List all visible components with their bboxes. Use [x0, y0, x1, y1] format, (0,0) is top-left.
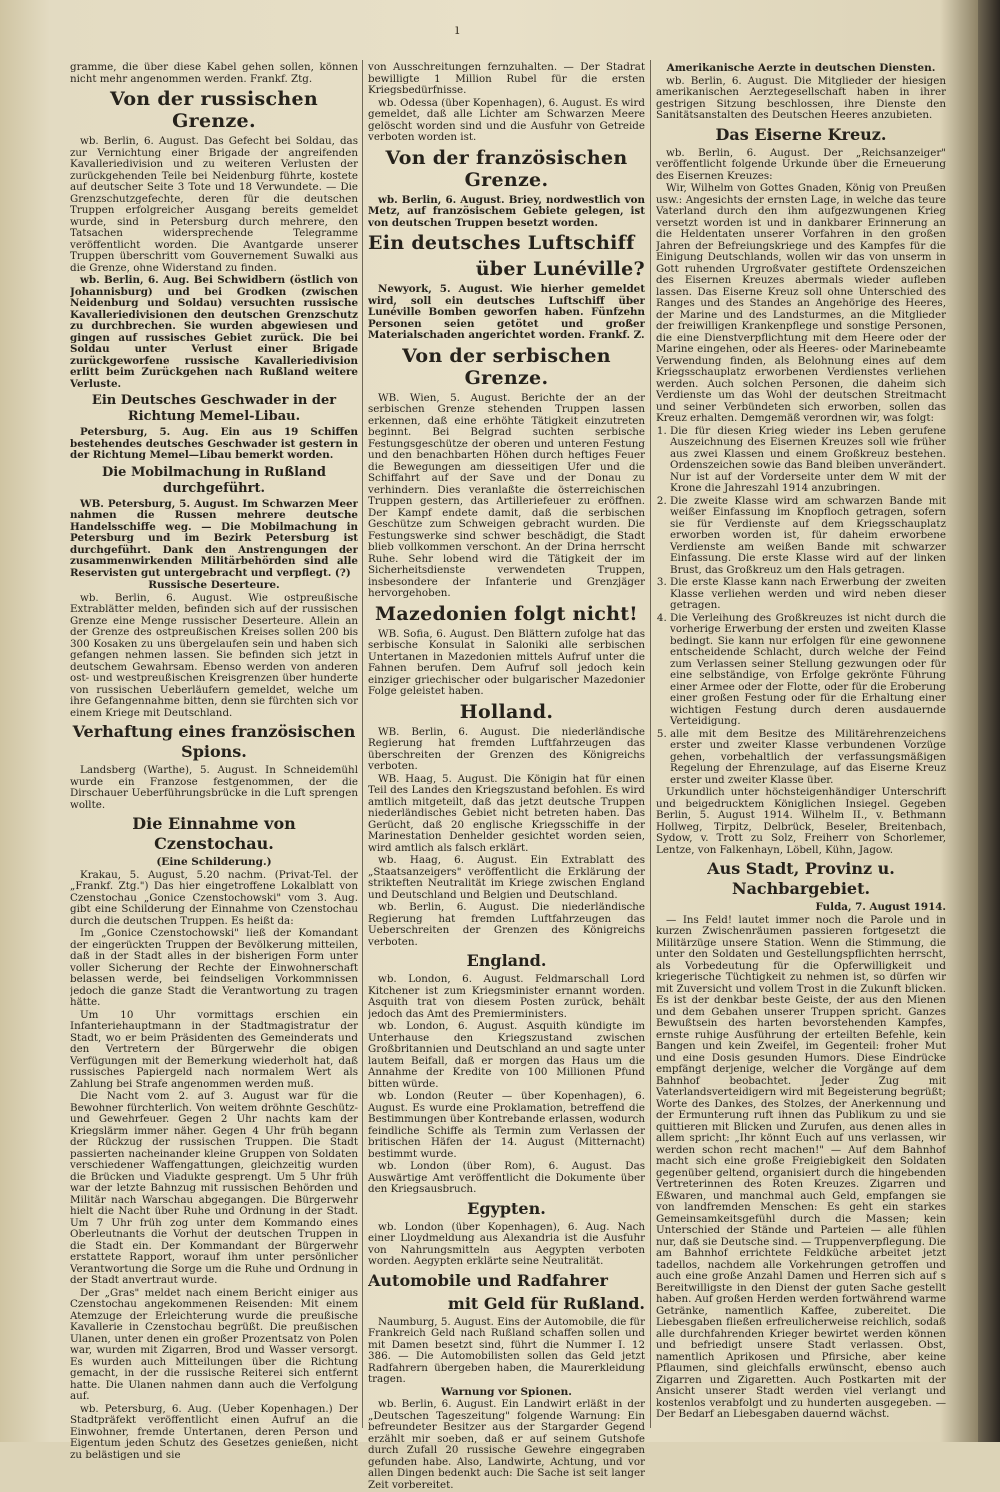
heading-egypt: Egypten. [467, 1198, 546, 1218]
list-item: 5. alle mit dem Besitze des Militärehrenzeichens erster und zweiter Klasse verbundenen Vorzüge gehen, vorbehaltlich der verfassungsmäßigen Regelung der Ehrenzulage, auf das Eiserne Kreuz erster und zweiter Klasse über. [670, 729, 946, 787]
paragraph: wb. London (über Rom), 6. August. Das Auswärtige Amt veröffentlicht die Dokumente über den Kriegsausbruch. [368, 1160, 645, 1195]
paragraph: Um 10 Uhr vormittags erschien ein Infanteriehauptmann in der Stadtmagistratur der Stadt, wo er beim Präsidenten des Gemeinderats und den Vertretern der Bürgerwehr die obigen Verfügungen mit der Bemerkung wiederholt hat, daß russisches Papiergeld nach normalem Wert als Zahlung bei Strafe angenommen werden muß. [70, 1008, 358, 1090]
paragraph: wb. Berlin, 6. August. Das Gefecht bei Soldau, das zur Vernichtung einer Brigade der angreifenden Kavalleriedivision und zu weiteren Verlusten der zurückgehenden Teile bei Neidenburg führte, kostete auf deutscher Seite 3 Tote und 18 Verwundete. — Die Grenzschutzgefechte, deren für die deutschen Truppen erfolgreicher Ausgang bereits gemeldet wurde, sind in Petersburg durch mehrere, den Tatsachen widersprechende Telegramme veröffentlicht worden. Die Avantgarde unserer Truppen überschritt vom Gouvernement Suwalki aus die Grenze, ohne Widerstand zu finden. [70, 135, 358, 274]
paragraph: wb. Berlin, 6. August. Die niederländische Regierung hat fremden Luftfahrzeugen das Ueberschreiten der Grenzen des Königreichs verboten. [368, 901, 645, 948]
column-rule-2 [650, 60, 651, 1428]
paragraph: wb. Berlin, 6. August. Der „Reichsanzeiger" veröffentlicht folgende Urkunde über die Erneuerung des Eisernen Kreuzes: [656, 146, 946, 182]
top-mark: ı [455, 22, 460, 38]
paragraph: WB. Berlin, 6. August. Die niederländische Regierung hat fremden Luftfahrzeugen das überschreiten der Grenzen des Königreichs verboten. [368, 725, 645, 772]
heading-squadron: Ein Deutsches Geschwader in der Richtung Memel-Libau. [91, 393, 337, 424]
heading-mobilization: Die Mobilmachung in Rußland durchgeführt. [101, 464, 327, 496]
heading-iron-cross: Das Eiserne Kreuz. [715, 124, 887, 144]
paragraph: Wir, Wilhelm von Gottes Gnaden, König von Preußen usw.: Angesichts der ernsten Lage, in welche das teure Vaterland durch den ihm aufgezwungenen Krieg versetzt worden ist und in dankbarer Erinnerung an die Heldentaten unserer Vorfahren in den großen Jahren der Befreiungskriege und des Kampfes für die Einigung Deutschlands, wollen wir das von unserm in Gott ruhenden Urgroßvater gestiftete Ordenszeichen des Eisernen Kreuzes abermals wieder aufleben lassen. Das Eiserne Kreuz soll ohne Unterschied des Ranges und des Standes an Angehörige des Heeres, der Marine und des Landsturmes, an die Mitglieder der freiwilligen Krankenpflege und sonstige Personen, die eine Dienstverpflichtung mit dem Heere oder der Marine eingehen, oder als Heeres- oder Marinebeamte Verwendung finden, als Belohnung eines auf dem Kriegsschauplatz erworbenen Verdienstes verliehen werden. Auch solchen Personen, die daheim sich Verdienste um das Wohl der deutschen Streitmacht und seiner Verbündeten sich erworben, sollen das Kreuz erhalten. Demgemäß verordnen wir, was folgt: [656, 182, 946, 424]
paragraph: WB. Haag, 5. August. Die Königin hat für einen Teil des Landes den Kriegszustand befohlen. Es wird amtlich mitgeteilt, daß das jetzt deutsche Truppen niederländisches Gebiet nicht betreten haben. Das Gerücht, daß 20 englische Kriegsschiffe in der Marinestation Denhelder gesichtet worden seien, wird amtlich als falsch erklärt. [368, 772, 645, 854]
paragraph: wb. London, 6. August. Feldmarschall Lord Kitchener ist zum Kriegsminister ernannt worden. Asquith trat von diesem Posten zurück, behält jedoch das Amt des Premierministers. [368, 973, 645, 1020]
heading-serbian-border: Von der serbischen Grenze. [402, 344, 611, 389]
paragraph: wb. London, 6. August. Asquith kündigte im Unterhause den Kriegszustand zwischen Großbritannien und Deutschland an und sagte unter lautem Beifall, daß er morgen das Haus um die Annahme der Kredite von 100 Millionen Pfund bitten würde. [368, 1020, 645, 1090]
heading-airship-2: über Lunéville? [475, 258, 645, 280]
heading-french-border: Von der französischen Grenze. [385, 146, 628, 191]
column-3 [656, 62, 946, 1422]
paragraph: Krakau, 5. August, 5.20 nachm. (Privat-Tel. der „Frankf. Ztg.") Das hier eingetroffene Lokalblatt von Czenstochau „Gonice Czenstochowski" vom 3. Aug. gibt eine Schilderung der Einnahme von Czenstochau durch die deutschen Truppen. Es heißt da: [70, 868, 358, 927]
paragraph: wb. Berlin, 6. August. Die Mitglieder der hiesigen amerikanischen Aerztegesellschaft haben in ihrer gestrigen Sitzung beschlossen, ihre Dienste den Sanitätsanstalten des Deutschen Heeres anzubieten. [656, 74, 946, 121]
column-2 [368, 62, 645, 1492]
paragraph: Im „Gonice Czenstochowski" ließ der Komandant der eingerückten Truppen der Bevölkerung mitteilen, daß in der Stadt alles in der bisherigen Form unter voller Sicherung der Rechte der Einwohnerschaft belassen werde, bei feindseligen Vorkommnissen jedoch die ganze Stadt die Verantwortung zu tragen hätte. [70, 927, 358, 1008]
subheading-description: (Eine Schilderung.) [156, 856, 272, 868]
article-fragment: gramme, die über diese Kabel gehen sollen, können nicht mehr angenommen werden. Frankf. Ztg. [70, 62, 358, 85]
paragraph: Petersburg, 5. Aug. Ein aus 19 Schiffen bestehendes deutsches Geschwader ist gestern in der Richtung Memel—Libau bemerkt worden. [70, 426, 358, 461]
paragraph: Landsberg (Warthe), 5. August. In Schneidemühl wurde ein Franzose festgenommen, der die Dirschauer Ueberführungsbrücke in die Luft sprengen wollte. [70, 764, 358, 811]
heading-england: England. [466, 951, 547, 970]
list-item: 2. Die zweite Klasse wird am schwarzen Bande mit weißer Einfassung im Knopfloch getragen, sofern sie für Verdienste auf dem Kriegsschauplatz erworben worden ist, für daheim erworbene Verdienste am weißen Bande mit schwarzer Einfassung. Die erste Klasse wird auf der linken Brust, das Großkreuz um den Hals getragen. [670, 496, 946, 577]
paragraph: wb. Berlin, 6. August. Briey, nordwestlich von Metz, auf französischem Gebiete gelegen, ist von deutschen Truppen besetzt worden. [368, 193, 645, 229]
subheading-deserters: Russische Deserteure. [148, 579, 280, 591]
list-item: 4. Die Verleihung des Großkreuzes ist nicht durch die vorherige Erwerbung der ersten und zweiten Klasse bedingt. Sie kann nur erfolgen für eine gewonnene entscheidende Schlacht, durch welche der Feind zum Verlassen seiner Stellung gezwungen oder für eine selbständige, von Erfolge gekrönte Führung einer Armee oder der Flotte, oder für die Eroberung einer großen Festung oder für die Erhaltung einer wichtigen Festung durch deren ausdauernde Verteidigung. [670, 613, 946, 728]
paragraph: von Ausschreitungen fernzuhalten. — Der Stadrat bewilligte 1 Million Rubel für die ersten Kriegsbedürfnisse. [368, 62, 645, 96]
heading-czenstochau: Die Einnahme von Czenstochau. [132, 814, 296, 853]
heading-airship-1: Ein deutsches Luftschiff [368, 232, 635, 254]
paragraph: wb. Haag, 6. August. Ein Extrablatt des „Staatsanzeigers" veröffentlicht die Erklärung der strikteften Neutralität im Kriege zwischen England und Deutschland und Belgien und Deutschland. [368, 854, 645, 901]
column-rule-1 [362, 60, 363, 1428]
paragraph: Urkundlich unter höchsteigenhändiger Unterschrift und beigedrucktem Königlichen Insiegel. Gegeben Berlin, 5. August 1914. Wilhelm II., v. Bethmann Hollweg, Tirpitz, Delbrück, Beseler, Breitenbach, Sydow, v. Trott zu Solz, Freiherr von Schorlemer, Lentze, von Falkenhayn, Löbell, Kühn, Jagow. [656, 786, 946, 856]
paragraph: WB. Wien, 5. August. Berichte der an der serbischen Grenze stehenden Truppen lassen erkennen, daß eine erhöhte Tätigkeit einzutreten beginnt. Bei Belgrad suchten serbische Festungsgeschütze der oberen und unteren Festung und den benachbarten Höhen durch heftiges Feuer die Bewegungen am diesseitigen Ufer und die Schiffahrt auf der Save und der Donau zu verhindern. Dies veranlaßte die österreichischen Truppen gestern, das Artilleriefeuer zu eröffnen. Der Kampf endete damit, daß die serbischen Geschütze zum Schweigen gebracht wurden. Die Festungswerke sind schwer beschädigt, die Stadt blieb vollkommen verschont. An der Drina herrscht Ruhe. Sehr lobend wird die Tätigkeit der im Sicherheitsdienste verwendeten Truppen, insbesondere der Infanterie und Grenzjäger hervorgehoben. [368, 391, 645, 599]
subheading-spy-warning: Warnung vor Spionen. [441, 1385, 572, 1398]
heading-automobiles-2: mit Geld für Rußland. [447, 1293, 645, 1313]
dateline: Fulda, 7. August 1914. [815, 901, 946, 913]
paragraph: Naumburg, 5. August. Eins der Automobile, die für Frankreich Geld nach Rußland schaffen sollen und mit Damen besetzt sind, führt die Nummer I. 12 386. — Die Automobilisten sollen das Geld jetzt Radfahrern übergeben haben, die Maurerkleidung tragen. [368, 1315, 645, 1385]
paragraph: WB. Petersburg, 5. August. Im Schwarzen Meer nahmen die Russen mehrere deutsche Handelsschiffe weg. — Die Mobilmachung in Petersburg und im Bezirk Petersburg ist durchgeführt. Dank den Anstrengungen der zusammenwirkenden Militärbehörden sind alle Reservisten gut untergebracht und verpflegt. (?) [70, 497, 358, 579]
heading-american-doctors: Amerikanische Aerzte in deutschen Diensten. [666, 62, 936, 74]
paragraph: wb. Berlin, 6. Aug. Bei Schwidbern (östlich von Johannisburg) und bei Grodken (zwischen Neidenburg und Soldau) versuchten russische Kavalleriedivisionen den deutschen Grenzschutz zu durchbrechen. Sie wurden abgewiesen und gingen auf russisches Gebiet zurück. Die bei Soldau unter Verlust einer Brigade zurückgeworfene russische Kavalleriedivision erlitt beim Zurückgehen nach Rußland weitere Verluste. [70, 274, 358, 390]
paragraph: WB. Sofia, 6. August. Den Blättern zufolge hat das serbische Konsulat in Saloniki alle serbischen Untertanen in Mazedonien mittels Aufruf unter die Fahnen berufen. Dem Aufruf soll jedoch kein einziger griechischer oder bulgarischer Mazedonier Folge geleistet haben. [368, 627, 645, 697]
paragraph: Der „Gras" meldet nach einem Bericht einiger aus Czenstochau angekommenen Reisenden: Mit einem Atemzuge der Erleichterung wurde die preußische Kavallerie in Czenstochau begrüßt. Die preußischen Ulanen, unter denen ein großer Prozentsatz von Polen war, wurden mit Zigarren, Brod und Wasser versorgt. Es wurden auch Mitteilungen über die Richtung gemacht, in der die russische Reiterei sich entfernt hatte. Die Ulanen nahmen dann auch die Verfolgung auf. [70, 1286, 358, 1402]
heading-russian-border: Von der russischen Grenze. [110, 88, 318, 132]
heading-spy-arrest: Verhaftung eines französischen Spions. [72, 722, 356, 761]
paragraph: Die Nacht vom 2. auf 3. August war für die Bewohner fürchterlich. Von weitem dröhnte Geschütz- und Gewehrfeuer. Gegen 2 Uhr nachts kam der Kriegslärm immer näher. Gegen 4 Uhr früh begann der Rückzug der russischen Truppen. Die Stadt passierten nacheinander kleine Gruppen von Soldaten verschiedener Waffengattungen, gleichzeitig wurden die Brücken und Viadukte gesprengt. Um 5 Uhr früh war der letzte Bahnzug mit russischen Behörden und Militär nach Warschau abgegangen. Die Bürgerwehr hielt die Nacht über Ruhe und Ordnung in der Stadt. Um 7 Uhr früh zog unter dem Kommando eines Oberleutnants die Vorhut der deutschen Truppen in die Stadt ein. Der Kommandant der Bürgerwehr erstattete Rapport, worauf ihm unter persönlicher Verantwortung die Sorge um die Ruhe und Ordnung in der Stadt anvertraut wurde. [70, 1090, 358, 1286]
list-item: 1. Die für diesen Krieg wieder ins Leben gerufene Auszeichnung des Eisernen Kreuzes soll wie früher aus zwei Klassen und einem Großkreuz bestehen. Ordenszeichen sowie das Band bleiben unverändert. Nur ist auf der Vorderseite unter dem W mit der Krone die Jahreszahl 1914 anzubringen. [670, 426, 946, 495]
column-1 [70, 62, 358, 1462]
paragraph: wb. Berlin, 6. August. Wie ostpreußische Extrablätter melden, befinden sich auf der russischen Grenze eine Menge russischer Deserteure. Allein an der Grenze des ostpreußischen Kreises sollen 200 bis 300 Kosaken zu uns übergelaufen sein und haben sich gefangen nehmen lassen. Sie befinden sich jetzt in deutschem Gewahrsam. Ebenso werden von anderen ost- und westpreußischen Kreisgrenzen über hunderte von russischen Ueberläufern gemeldet, welche um ihre Gefangennahme bitten, denn sie fürchten sich vor einem Kriege mit Deutschland. [70, 591, 358, 719]
paragraph: wb. Berlin, 6. August. Ein Landwirt erläßt in der „Deutschen Tageszeitung" folgende Warnung: Ein befreundeter Besitzer aus der Stargarder Gegend erzählt mir soeben, daß er auf seinem Gutshofe durch Zufall 20 russische Gewehre eingegraben gefunden habe. Also, Landwirte, Achtung, und vor allen Dingen bedenkt auch: Die Sache ist seit langer Zeit vorbereitet. [368, 1398, 645, 1491]
paragraph: wb. Petersburg, 6. Aug. (Ueber Kopenhagen.) Der Stadtpräfekt veröffentlicht einen Aufruf an die Einwohner, fremde Untertanen, deren Person und Eigentum jeden Schutz des Gesetzes genießen, nicht zu belästigen und sie [70, 1402, 358, 1461]
paragraph: Newyork, 5. August. Wie hierher gemeldet wird, soll ein deutsches Luftschiff über Lunéville Bomben geworfen haben. Fünfzehn Personen seien getötet und großer Materialschaden angerichtet worden. Frankf. Z. [368, 283, 645, 341]
decree-list [656, 426, 946, 787]
heading-macedonia: Mazedonien folgt nicht! [375, 602, 638, 625]
page-edge-shadow [978, 0, 1000, 1442]
paragraph: — Ins Feld! lautet immer noch die Parole und in kurzen Zwischenräumen passieren fortgesetzt die Militärzüge unsere Station. Wenn die Stimmung, die unter den Soldaten und Gestellungspflichten herrscht, als Vorbedeutung für die Opferwilligkeit und kriegerische Tüchtigkeit zu nehmen ist, so dürfen wir mit Zuversicht und vollem Trost in die Zukunft blicken. Es ist der denkbar beste Geiste, der aus den Mienen und dem Gebahen unserer Truppen spricht. Ganzes Bewußtsein des harten bevorstehenden Kampfes, ernste ruhige Ausführung der erteilten Befehle, kein Bangen und kein Zweifel, im Gegenteil: froher Mut und eine Dosis gesunden Humors. Diese Eindrücke empfängt derjenige, welcher die Vorgänge auf dem Bahnhof beobachtet. Jeder Zug mit Vaterlandsverteidigern wird mit Begeisterung begrüßt; Worte des Dankes, des Stolzes, der Anerkennung und der Ermunterung ruft ihnen das Publikum zu und sie quittieren mit Blicken und Zurufen, aus denen alles in allem spricht: „Ihr könnt Euch auf uns verlassen, wir werden schon recht machen!" — Auf dem Bahnhof macht sich eine große Freigiebigkeit den Soldaten gegenüber geltend, organisiert durch die hingebenden Vertreterinnen des Roten Kreuzes. Zigarren und Eßwaren, und manchmal auch Geld, empfangen sie von landfremden Menschen: Es geht ein starkes Gemeinsamkeitsgefühl durch die Massen; kein Unterschied der Stände und Parteien — alle fühlen nur, daß sie Deutsche sind. — Truppenverpflegung. Die am Bahnhof errichtete Feldküche arbeitet jetzt tadellos, nachdem alle Vorkehrungen getroffen und auch eine große Anzahl Damen und Herren sich auf s Bereitwilligste in den Dienst der guten Sache gestellt haben. Auf großen Herden werden fortwährend warme Getränke, namentlich Kaffee, zubereitet. Die Liebesgaben fließen erfreulicherweise reichlich, sodaß alle durchfahrenden Krieger bewirtet werden können und befriedigt unsere Stadt verlassen. Obst, namentlich Aprikosen und Pfirsiche, aber keine Pflaumen, sind gleichfalls erwünscht, ebenso auch Zigarren und Zigaretten. Auch Postkarten mit der Ansicht unserer Stadt werden viel verlangt und kostenlos verabfolgt und zu hunderten ausgegeben. — Der Bedarf an Liebesgaben dauernd wächst. [656, 913, 946, 1420]
heading-holland: Holland. [459, 700, 554, 723]
heading-automobiles-1: Automobile und Radfahrer [368, 1270, 608, 1290]
paragraph: wb. Odessa (über Kopenhagen), 6. August. Es wird gemeldet, daß alle Lichter am Schwarzen Meere gelöscht worden sind und die Ausfuhr von Getreide verboten worden ist. [368, 96, 645, 143]
paragraph: wb. London (über Kopenhagen), 6. Aug. Nach einer Lloydmeldung aus Alexandria ist die Ausfuhr von Nahrungsmitteln aus Aegypten verboten worden. Aegypten erklärte seine Neutralität. [368, 1220, 645, 1267]
list-item: 3. Die erste Klasse kann nach Erwerbung der zweiten Klasse verliehen werden und wird neben dieser getragen. [670, 577, 946, 612]
heading-local-news: Aus Stadt, Provinz u. Nachbargebiet. [707, 859, 895, 898]
paragraph: wb. London (Reuter — über Kopenhagen), 6. August. Es wurde eine Proklamation, betreffend die Bestimmungen über Kontrebande erlassen, wodurch feindliche Schiffe als Termin zum Verlassen der britischen Häfen der 14. August (Mitternacht) bestimmt wurde. [368, 1090, 645, 1160]
